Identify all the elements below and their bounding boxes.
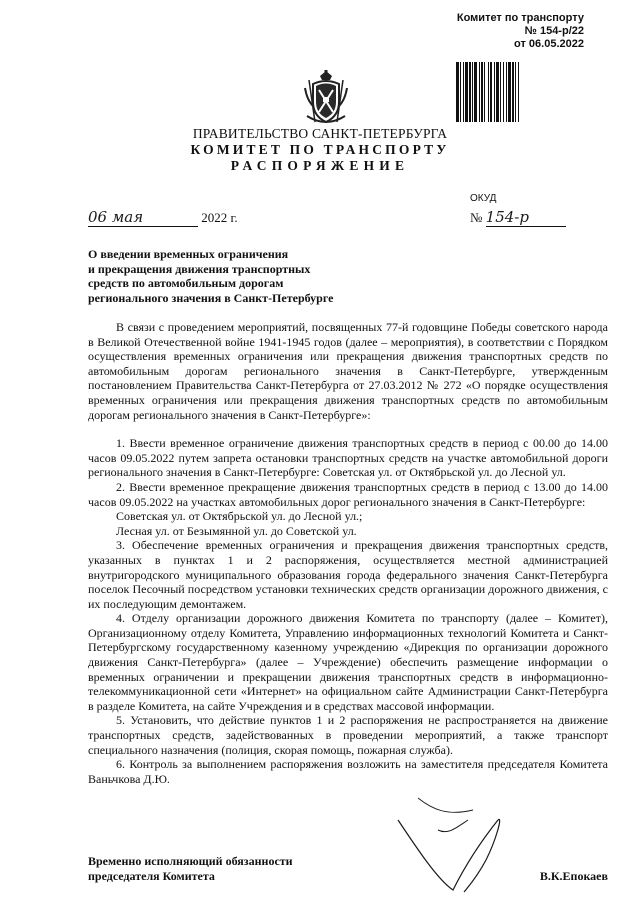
subject-line: О введении временных ограничения bbox=[88, 247, 289, 261]
subject-line: средств по автомобильным дорогам bbox=[88, 276, 284, 290]
number-prefix: № bbox=[470, 210, 483, 225]
signer-name: В.К.Епокаев bbox=[539, 869, 608, 883]
handwritten-signature-icon bbox=[378, 790, 528, 900]
subject-line: регионального значения в Санкт-Петербурге bbox=[88, 290, 334, 305]
okud-label: ОКУД bbox=[470, 193, 497, 204]
handwritten-number: 154-р bbox=[485, 208, 529, 226]
item-1-paragraph: 1. Ввести временное ограничение движения транспортных средств в период с 00.00 до 14.00 часов 09.05.2022 путем запрета остановки транспортных средств на участке автомобильной дороги регионального значения в Санкт-Петербурге: Советская ул. от Октябрьской ул. до Лесной ул. bbox=[88, 436, 608, 480]
item-3-paragraph: 3. Обеспечение временных ограничения и прекращения движения транспортных средств, указанных в пунктах 1 и 2 распоряжения, осуществляется местной администрацией внутригородского муниципального образования города федерального значения Санкт-Петербурга поселок Песочный посредством установки технических средств организации дорожного движения, с их последующим демонтажем. bbox=[88, 538, 608, 611]
committee-title: КОМИТЕТ ПО ТРАНСПОРТУ bbox=[190, 142, 450, 157]
coat-of-arms-icon bbox=[303, 70, 349, 126]
stamp-line-committee: Комитет по транспорту bbox=[456, 12, 584, 24]
item-2-paragraph: 2. Ввести временное прекращение движения транспортных средств в период с 13.00 до 14.00 часов 09.05.2022 на участках автомобильных дорог регионального значения в Санкт-Петербурге: bbox=[88, 479, 608, 509]
handwritten-date: 06 мая bbox=[88, 208, 144, 226]
barcode-icon bbox=[456, 62, 570, 122]
subject-line: и прекращения движения транспортных bbox=[88, 261, 311, 276]
stamp-line-number: № 154-р/22 bbox=[524, 25, 584, 37]
government-title: ПРАВИТЕЛЬСТВО САНКТ-ПЕТЕРБУРГА bbox=[192, 126, 448, 141]
item-4-paragraph: 4. Отделу организации дорожного движения Комитета по транспорту (далее – Комитет), Организационному отделу Комитета, Управлению информационных технологий Комитета и Санкт-Петербургскому государственному казенному учреждению «Дирекция по организации дорожного движения Санкт-Петербурга» (далее – Учреждение) обеспечить размещение информации о временных ограничении и прекращении движения транспортных средств в информационно-телекоммуникационной сети «Интернет» на официальном сайте Администрации Санкт-Петербурга в разделе Комитета, на сайте Учреждения и в средствах массовой информации. bbox=[88, 611, 608, 713]
signer-position-line: Временно исполняющий обязанности bbox=[88, 854, 293, 868]
signer-position-line: председателя Комитета bbox=[88, 869, 215, 883]
item-2-street-a: Советская ул. от Октябрьской ул. до Лесной ул.; bbox=[116, 509, 363, 524]
year-suffix: 2022 г. bbox=[201, 210, 238, 225]
item-5-paragraph: 5. Установить, что действие пунктов 1 и 2 распоряжения не распространяется на движение транспортных средств, задействованных в проведении мероприятий, а также транспорт специального назначения (полиция, скорая помощь, пожарная служба). bbox=[88, 713, 608, 757]
document-subject bbox=[88, 247, 408, 305]
item-2-street-b: Лесная ул. от Безымянной ул. до Советской ул. bbox=[116, 523, 357, 538]
document-date bbox=[88, 208, 238, 227]
item-6-paragraph: 6. Контроль за выполнением распоряжения возложить на заместителя председателя Комитета Ваньчкова Д.Ю. bbox=[88, 757, 608, 786]
document-body bbox=[88, 320, 608, 786]
document-number bbox=[470, 208, 566, 227]
preamble-paragraph: В связи с проведением мероприятий, посвященных 77-й годовщине Победы советского народа в Великой Отечественной войне 1941-1945 годов (далее – мероприятия), в соответствии с Порядком осуществления временных ограничения или прекращения движения транспортных средств по автомобильным дорогам регионального значения в Санкт-Петербурге, утвержденным постановлением Правительства Санкт-Петербурга от 27.03.2012 № 272 «О порядке осуществления временных ограничения или прекращения движения транспортных средств по автомобильным дорогам регионального значения в Санкт-Петербурге»: bbox=[88, 320, 608, 422]
stamp-line-date: от 06.05.2022 bbox=[514, 38, 584, 50]
document-type-title: РАСПОРЯЖЕНИЕ bbox=[230, 158, 410, 173]
signer-position bbox=[88, 854, 293, 884]
registration-stamp bbox=[457, 12, 584, 51]
